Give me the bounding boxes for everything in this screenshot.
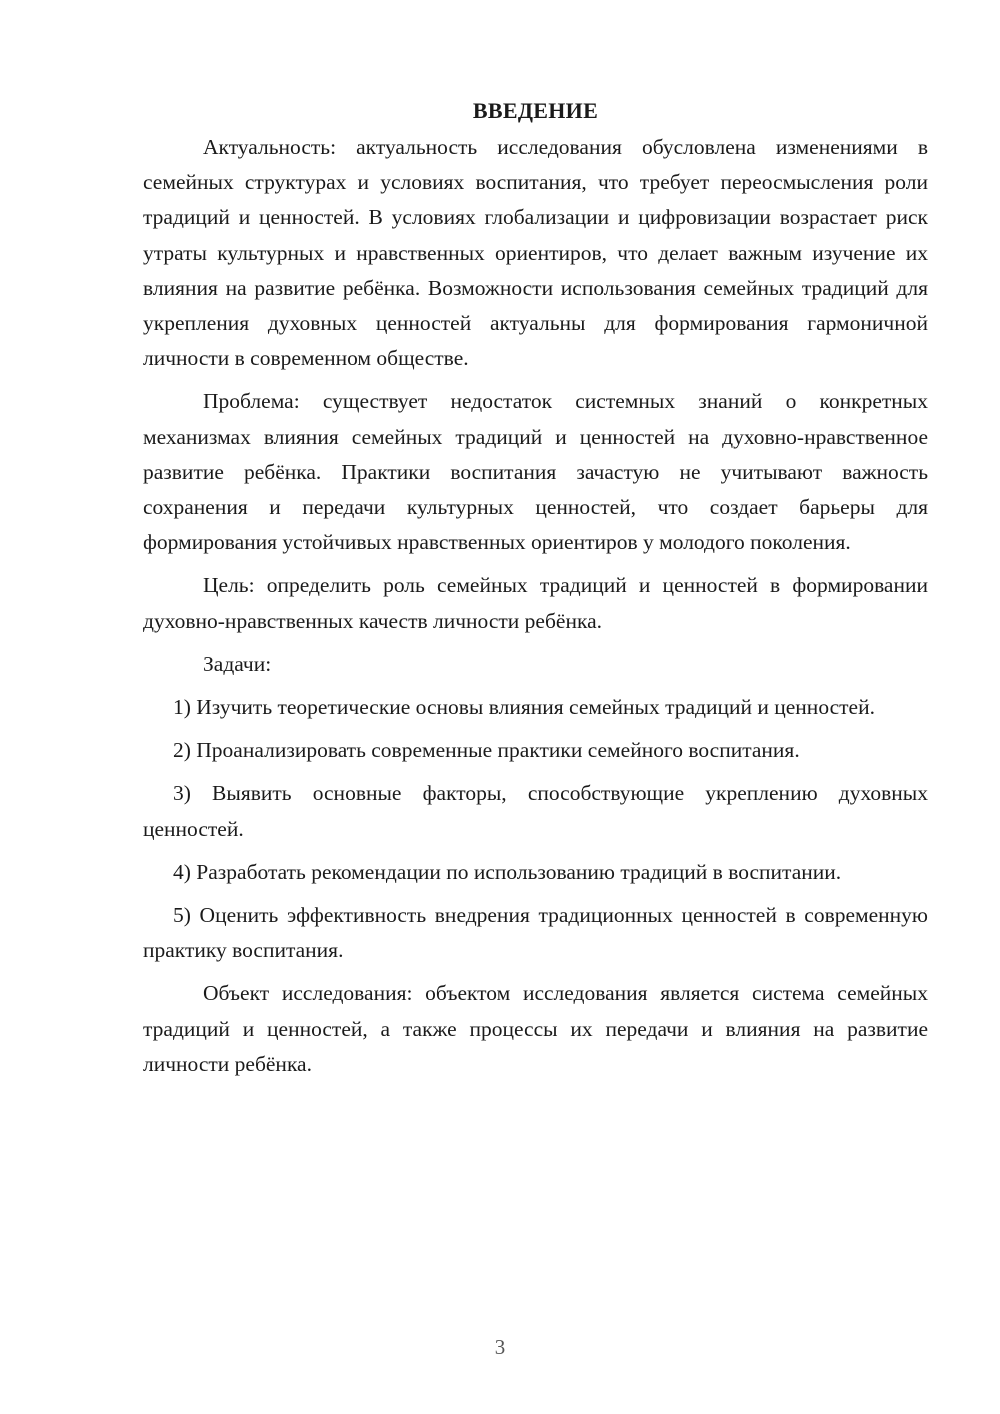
task-item-4: 4) Разработать рекомендации по использованию традиций в воспитании. <box>173 859 842 884</box>
paragraph-goal: Цель: определить роль семейных традиций и ценностей в формировании духовно-нравственных качеств личности ребёнка. <box>143 573 928 633</box>
paragraph-problem: Проблема: существует недостаток системных знаний о конкретных механизмах влияния семейных традиций и ценностей на духовно-нравственное развитие ребёнка. Практики воспитания зачастую не учитывают важность сохранения и передачи культурных ценностей, что создает барьеры для формирования устойчивых нравственных ориентиров у молодого поколения. <box>143 389 928 555</box>
task-item-1: 1) Изучить теоретические основы влияния семейных традиций и ценностей. <box>173 695 875 720</box>
task-item-3: 3) Выявить основные факторы, способствующие укреплению духовных ценностей. <box>143 781 928 841</box>
paragraph-object: Объект исследования: объектом исследования является система семейных традиций и ценностей, а также процессы их передачи и влияния на развитие личности ребёнка. <box>143 981 928 1076</box>
page-number: 3 <box>494 1335 506 1359</box>
document-page <box>143 96 928 1090</box>
page-title: ВВЕДЕНИЕ <box>472 98 599 123</box>
tasks-heading: Задачи: <box>203 651 272 676</box>
paragraph-relevance: Актуальность: актуальность исследования обусловлена изменениями в семейных структурах и условиях воспитания, что требует переосмысления роли традиций и ценностей. В условиях глобализации и цифровизации возрастает риск утраты культурных и нравственных ориентиров, что делает важным изучение их влияния на развитие ребёнка. Возможности использования семейных традиций для укрепления духовных ценностей актуальны для формирования гармоничной личности в современном обществе. <box>143 135 928 371</box>
task-item-2: 2) Проанализировать современные практики семейного воспитания. <box>173 738 800 763</box>
task-item-5: 5) Оценить эффективность внедрения традиционных ценностей в современную практику воспитания. <box>143 903 928 963</box>
